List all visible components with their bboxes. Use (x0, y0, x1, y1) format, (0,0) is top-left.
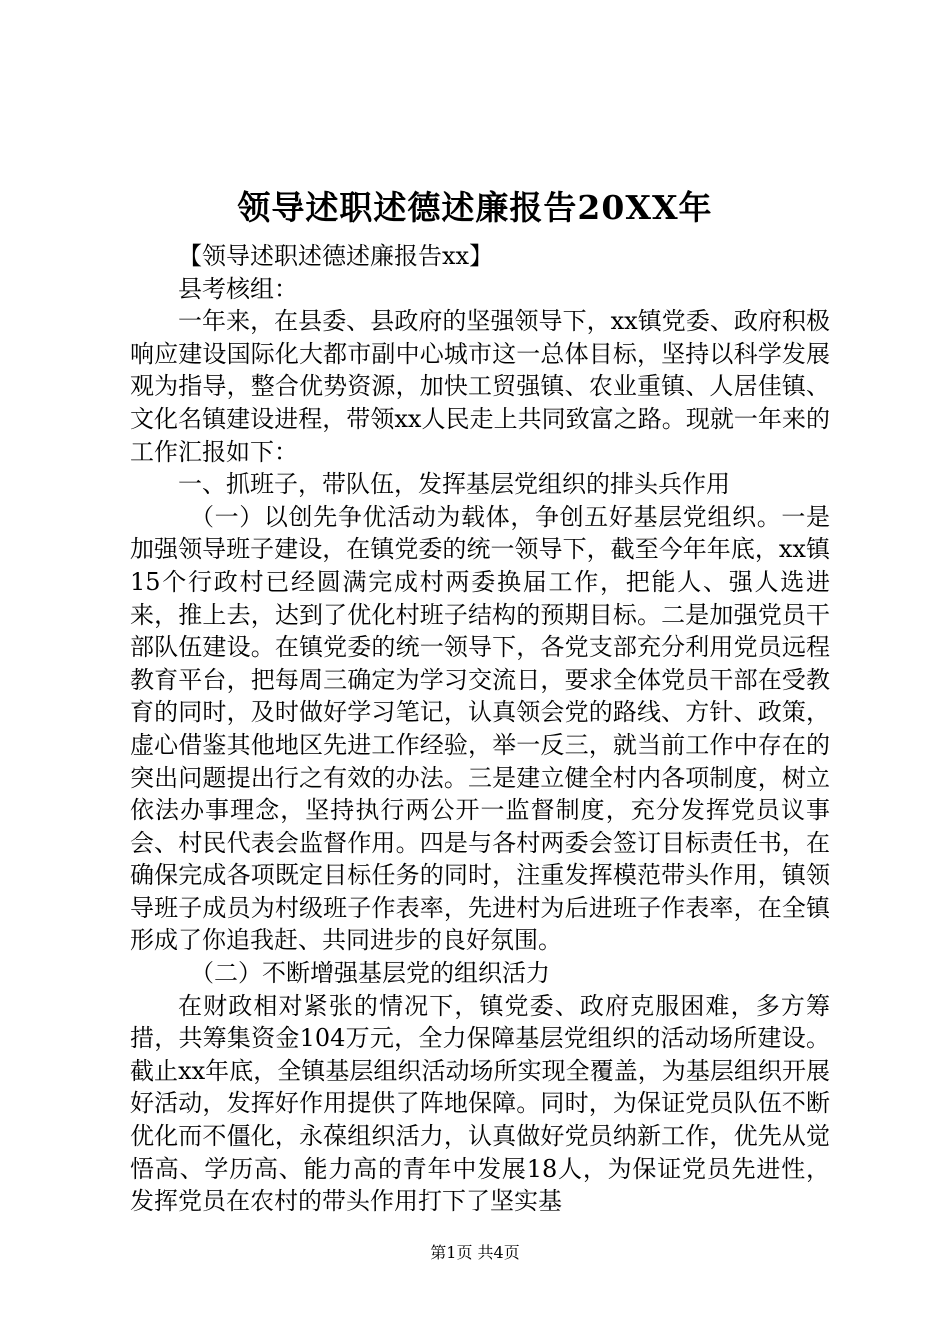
section-heading-1: 一、抓班子，带队伍，发挥基层党组织的排头兵作用 (178, 470, 730, 499)
page-number: 第1页 共4页 (430, 1243, 520, 1262)
paragraph-section-1-2: 在财政相对紧张的情况下，镇党委、政府克服困难，多方筹措，共筹集资金104万元，全力保障基层党组织的活动场所建设。截止xx年底，全镇基层组织活动场所实现全覆盖，为基层组织开展好活动，发挥好作用提供了阵地保障。同时，为保证党员队伍不断优化而不僵化，永葆组织活力，认真做好党员纳新工作，优先从觉悟高、学历高、能力高的青年中发展18人，为保证党员先进性，发挥党员在农村的带头作用打下了坚实基 (130, 991, 830, 1216)
section-heading-1-2: （二）不断增强基层党的组织活力 (190, 959, 550, 988)
paragraph-salutation: 县考核组： (178, 274, 298, 303)
paragraph-intro: 一年来，在县委、县政府的坚强领导下，xx镇党委、政府积极响应建设国际化大都市副中心城市这一总体目标，坚持以科学发展观为指导，整合优势资源，加快工贸强镇、农业重镇、人居佳镇、文化名镇建设进程，带领xx人民走上共同致富之路。现就一年来的工作汇报如下： (130, 307, 830, 466)
document-body (130, 240, 830, 1218)
document-title: 领导述职述德述廉报告20XX年 (237, 188, 713, 227)
paragraph-section-1-1: （一）以创先争优活动为载体，争创五好基层党组织。一是加强领导班子建设，在镇党委的统一领导下，截至今年年底，xx镇15个行政村已经圆满完成村两委换届工作，把能人、强人选进来，推上去，达到了优化村班子结构的预期目标。二是加强党员干部队伍建设。在镇党委的统一领导下，各党支部充分利用党员远程教育平台，把每周三确定为学习交流日，要求全体党员干部在受教育的同时，及时做好学习笔记，认真领会党的路线、方针、政策，虚心借鉴其他地区先进工作经验，举一反三，就当前工作中存在的突出问题提出行之有效的办法。三是建立健全村内各项制度，树立依法办事理念，坚持执行两公开一监督制度，充分发挥党员议事会、村民代表会监督作用。四是与各村两委会签订目标责任书，在确保完成各项既定目标任务的同时，注重发挥模范带头作用，镇领导班子成员为村级班子作表率，先进村为后进班子作表率，在全镇形成了你追我赶、共同进步的良好氛围。 (130, 502, 830, 955)
paragraph-heading-tag: 【领导述职述德述廉报告xx】 (178, 242, 494, 270)
